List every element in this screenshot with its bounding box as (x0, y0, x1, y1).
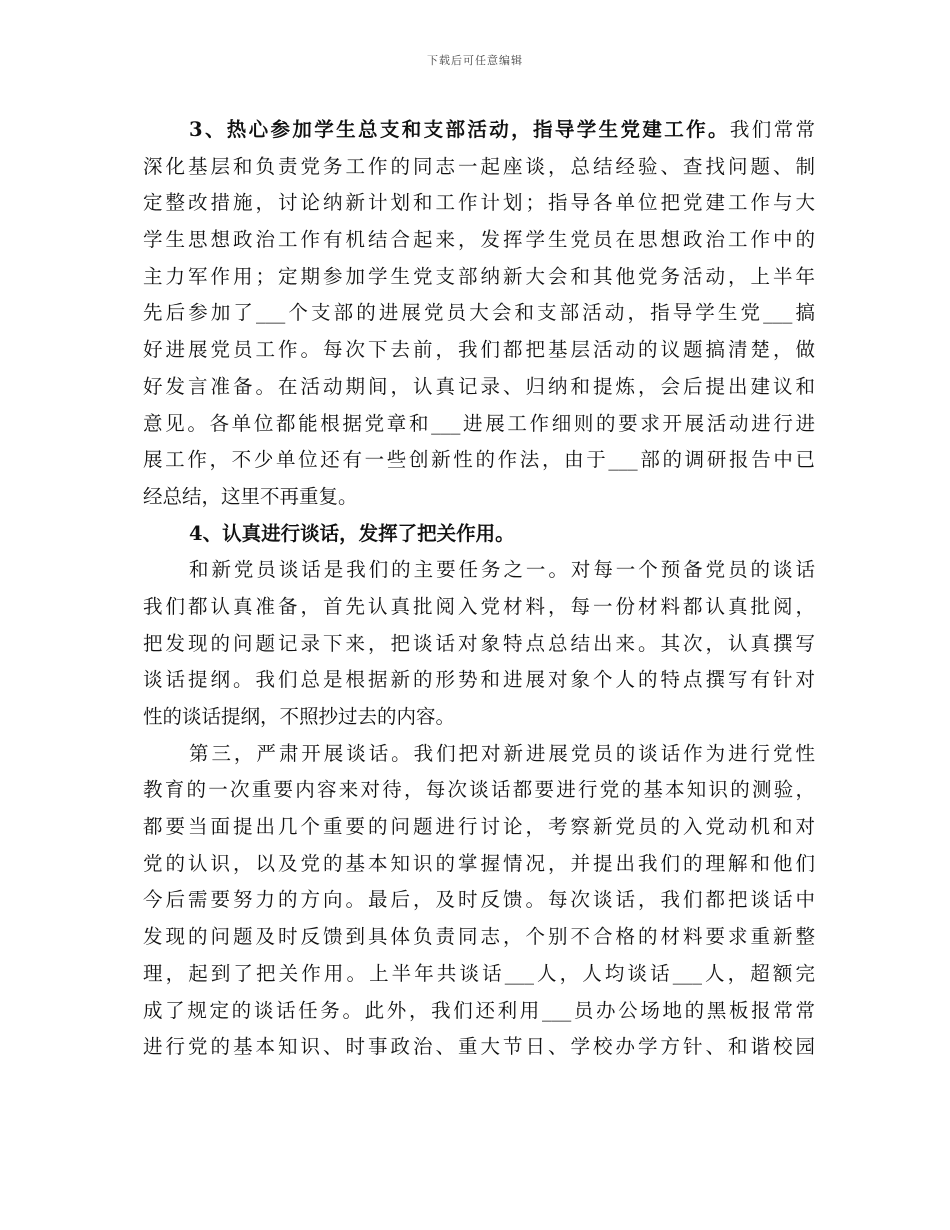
section-heading-3: 3、热心参加学生总支和支部活动，指导学生党建工作。 (189, 118, 730, 141)
paragraph-line: 教育的一次重要内容来对待，每次谈话都要进行党的基本知识的测验， (143, 778, 815, 802)
paragraph-line: 定整改措施，讨论纳新计划和工作计划；指导各单位把党建工作与大 (143, 191, 815, 215)
paragraph-line: 进行党的基本知识、时事政治、重大节日、学校办学方针、和谐校园 (143, 1035, 815, 1059)
paragraph-text: 我们常常 (729, 118, 815, 141)
paragraph-line: 和新党员谈话是我们的主要任务之一。对每一个预备党员的谈话 (189, 558, 815, 582)
paragraph-line: 谈话提纲。我们总是根据新的形势和进展对象个人的特点撰写有针对 (143, 668, 815, 692)
paragraph-line: 主力军作用；定期参加学生党支部纳新大会和其他党务活动，上半年 (143, 264, 815, 288)
paragraph-line: 我们都认真准备，首先认真批阅入党材料，每一份材料都认真批阅， (143, 594, 815, 618)
paragraph-line: 好进展党员工作。每次下去前，我们都把基层活动的议题搞清楚，做 (143, 338, 815, 362)
paragraph-line: 都要当面提出几个重要的问题进行讨论，考察新党员的入党动机和对 (143, 815, 815, 839)
paragraph-line: 意见。各单位都能根据党章和___进展工作细则的要求开展活动进行进 (143, 411, 815, 435)
paragraph-line: 学生思想政治工作有机结合起来，发挥学生党员在思想政治工作中的 (143, 228, 815, 252)
paragraph-line: 经总结，这里不再重复。 (143, 484, 358, 508)
paragraph-line: 理，起到了把关作用。上半年共谈话___人，人均谈话___人，超额完 (143, 961, 815, 985)
document-body (143, 112, 815, 1066)
paragraph-line: 党的认识，以及党的基本知识的掌握情况，并提出我们的理解和他们 (143, 851, 815, 875)
paragraph-line: 好发言准备。在活动期间，认真记录、归纳和提炼，会后提出建议和 (143, 374, 815, 398)
paragraph-line: 先后参加了___个支部的进展党员大会和支部活动，指导学生党___搞 (143, 301, 815, 325)
page-header: 下载后可任意编辑 (427, 54, 523, 67)
paragraph-line: 发现的问题及时反馈到具体负责同志，个别不合格的材料要求重新整 (143, 925, 815, 949)
paragraph-line: 第三，严肃开展谈话。我们把对新进展党员的谈话作为进行党性 (189, 741, 815, 765)
paragraph-line: 性的谈话提纲，不照抄过去的内容。 (143, 705, 456, 728)
paragraph-line (143, 112, 815, 149)
section-heading-4: 4、认真进行谈话，发挥了把关作用。 (189, 521, 515, 545)
paragraph-line: 展工作，不少单位还有一些创新性的作法，由于___部的调研报告中已 (143, 448, 815, 472)
paragraph-line: 把发现的问题记录下来，把谈话对象特点总结出来。其次，认真撰写 (143, 631, 815, 655)
paragraph-line: 成了规定的谈话任务。此外，我们还利用___员办公场地的黑板报常常 (143, 998, 815, 1022)
paragraph-line: 深化基层和负责党务工作的同志一起座谈，总结经验、查找问题、制 (143, 154, 815, 178)
paragraph-line: 今后需要努力的方向。最后，及时反馈。每次谈话，我们都把谈话中 (143, 888, 815, 912)
